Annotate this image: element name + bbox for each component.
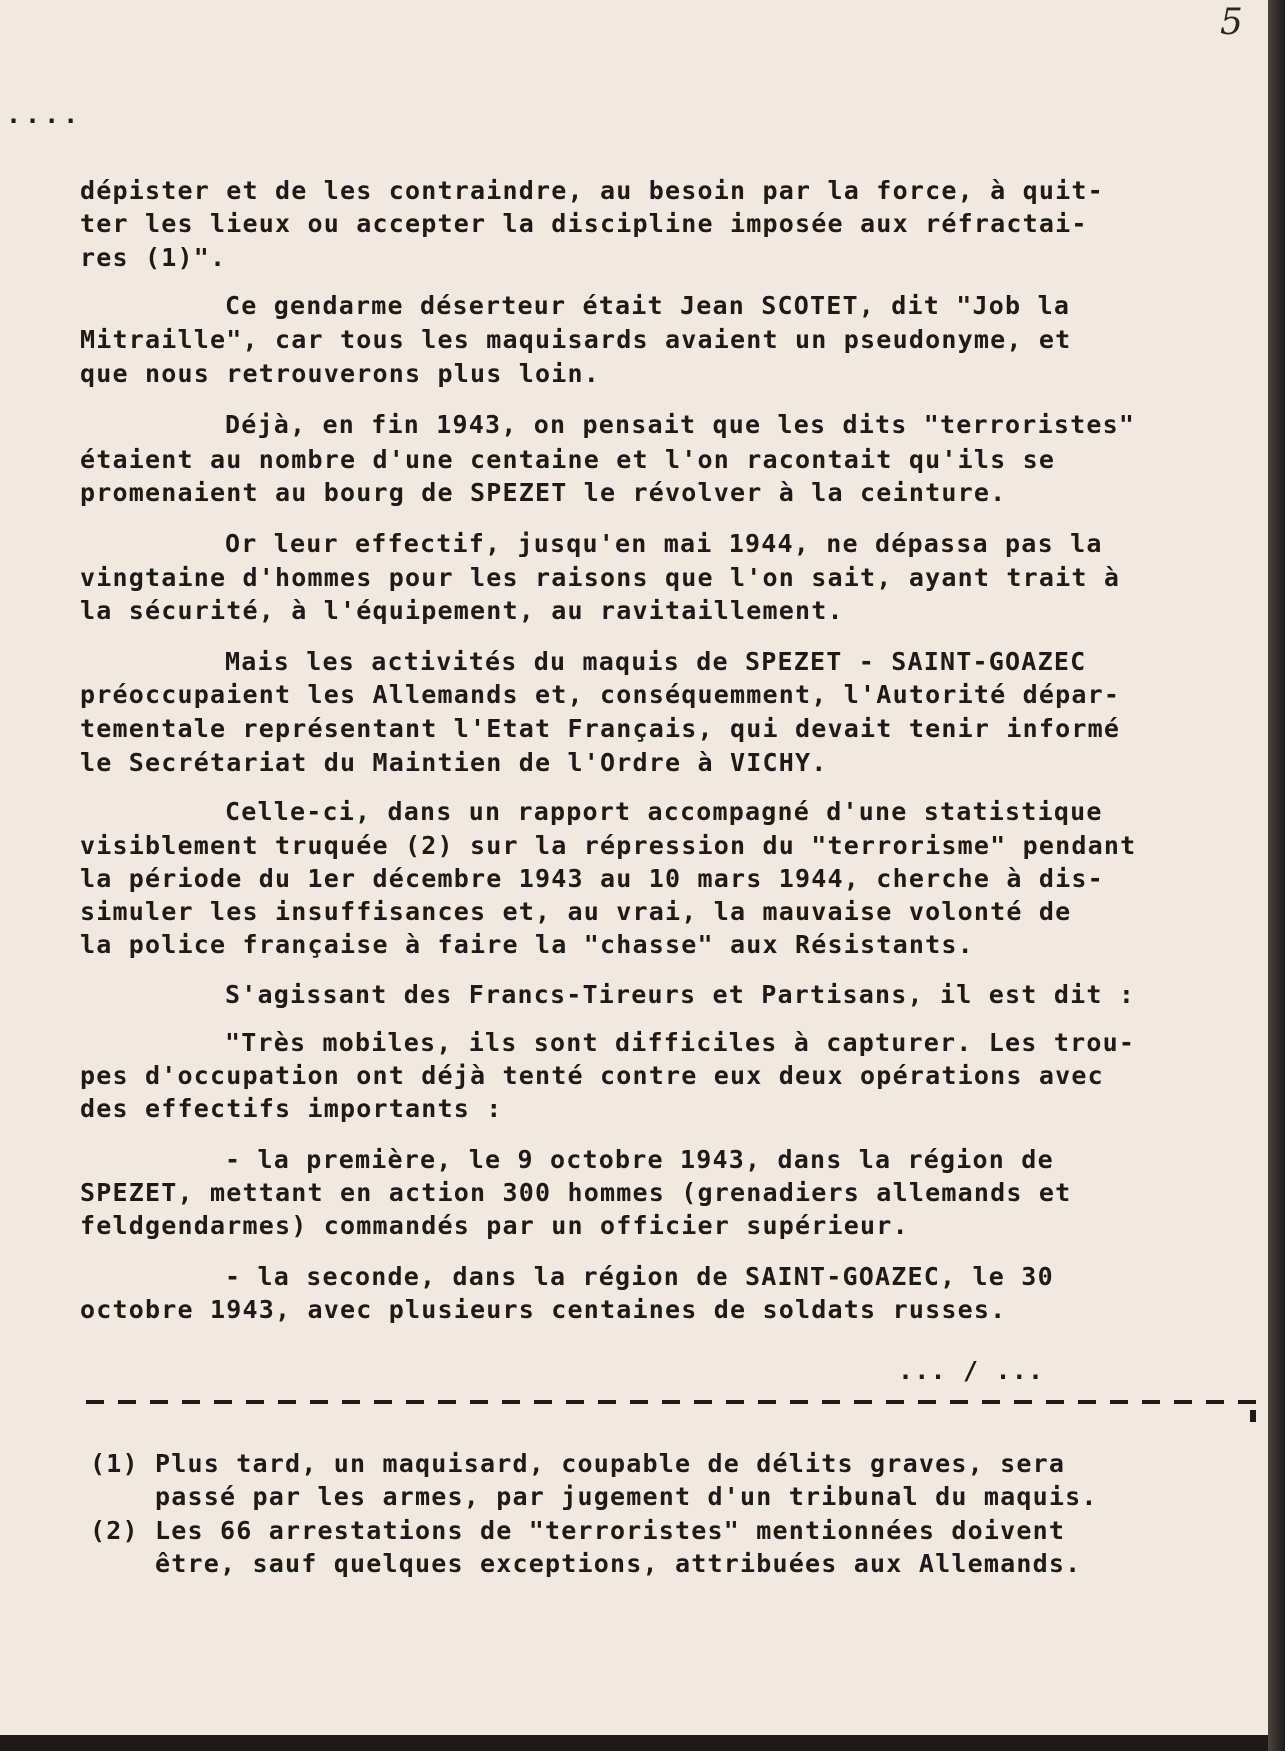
body-line: la sécurité, à l'équipement, au ravitaillement. [80,596,844,625]
footnote-separator [86,1400,1256,1404]
body-line: Mitraille", car tous les maquisards avaient un pseudonyme, et [80,325,1072,354]
body-line: Or leur effectif, jusqu'en mai 1944, ne dépassa pas la [225,529,1103,558]
body-line: la période du 1er décembre 1943 au 10 mars 1944, cherche à dis- [80,864,1104,893]
body-line: res (1)". [80,243,227,272]
page-edge-shadow [1268,0,1285,1751]
top-continuation-dots: .... [6,100,83,129]
body-line: - la seconde, dans la région de SAINT-GOAZEC, le 30 [225,1262,1054,1291]
body-line: promenaient au bourg de SPEZET le révolver à la ceinture. [80,478,1007,507]
footnote-line: être, sauf quelques exceptions, attribuées aux Allemands. [90,1549,1082,1578]
separator-tick [1250,1410,1256,1422]
body-line: octobre 1943, avec plusieurs centaines de soldats russes. [80,1295,1007,1324]
page-number: 5 [1220,2,1243,43]
body-line: Ce gendarme déserteur était Jean SCOTET, dit "Job la [225,291,1071,320]
body-line: tementale représentant l'Etat Français, qui devait tenir informé [80,714,1121,743]
body-line: préoccupaient les Allemands et, conséquemment, l'Autorité dépar- [80,680,1121,709]
page-bottom-shadow [0,1735,1268,1751]
body-line: - la première, le 9 octobre 1943, dans la région de [225,1145,1054,1174]
body-line: simuler les insuffisances et, au vrai, la mauvaise volonté de [80,897,1072,926]
continued-mark: ... / ... [898,1356,1045,1385]
body-line: ter les lieux ou accepter la discipline imposée aux réfractai- [80,209,1088,238]
body-line: Celle-ci, dans un rapport accompagné d'une statistique [225,797,1103,826]
body-line: "Très mobiles, ils sont difficiles à capturer. Les trou- [225,1028,1136,1057]
body-line: dépister et de les contraindre, au besoin par la force, à quit- [80,176,1104,205]
footnote-line: (1) Plus tard, un maquisard, coupable de délits graves, sera [90,1449,1066,1478]
body-line: vingtaine d'hommes pour les raisons que l'on sait, ayant trait à [80,563,1121,592]
body-line: le Secrétariat du Maintien de l'Ordre à VICHY. [80,748,828,777]
body-line: la police française à faire la "chasse" aux Résistants. [80,930,974,959]
body-line: que nous retrouverons plus loin. [80,359,601,388]
body-line: SPEZET, mettant en action 300 hommes (grenadiers allemands et [80,1178,1072,1207]
body-line: étaient au nombre d'une centaine et l'on racontait qu'ils se [80,445,1056,474]
body-line: S'agissant des Francs-Tireurs et Partisans, il est dit : [225,980,1136,1009]
body-line: Déjà, en fin 1943, on pensait que les dits "terroristes" [225,410,1136,439]
body-line: feldgendarmes) commandés par un officier supérieur. [80,1211,909,1240]
body-line: des effectifs importants : [80,1094,503,1123]
footnote-line: (2) Les 66 arrestations de "terroristes" mentionnées doivent [90,1516,1066,1545]
footnote-line: passé par les armes, par jugement d'un tribunal du maquis. [90,1482,1098,1511]
body-line: Mais les activités du maquis de SPEZET - SAINT-GOAZEC [225,647,1087,676]
body-line: pes d'occupation ont déjà tenté contre eux deux opérations avec [80,1061,1104,1090]
body-line: visiblement truquée (2) sur la répression du "terrorisme" pendant [80,831,1137,860]
